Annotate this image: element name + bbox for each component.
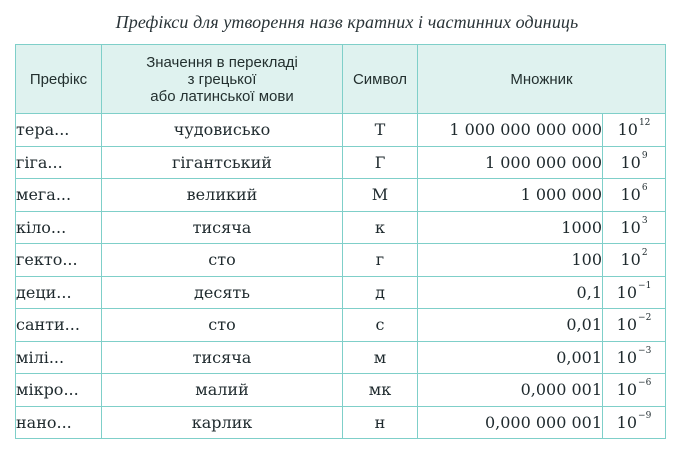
table-row [16, 114, 666, 147]
symbol-cell: д [343, 276, 418, 309]
header-meaning-line-1: Значення в перекладі [146, 53, 298, 71]
meaning-cell: чудовисько [102, 114, 343, 147]
table-row [16, 341, 666, 374]
prefix-cell: гіга... [16, 146, 102, 179]
meaning-cell: сто [102, 309, 343, 342]
power-base: 10 [620, 217, 641, 237]
meaning-cell: тисяча [102, 341, 343, 374]
meaning-cell: сто [102, 244, 343, 277]
symbol-cell: н [343, 406, 418, 439]
multiplier-cell: 1 000 000 000 000 [418, 114, 603, 147]
meaning-cell: десять [102, 276, 343, 309]
power-exponent: 9 [641, 150, 648, 161]
power-cell [603, 341, 666, 374]
power-base: 10 [620, 185, 641, 205]
table-row [16, 276, 666, 309]
table-row [16, 211, 666, 244]
power-base: 10 [616, 412, 638, 432]
prefix-cell: гекто... [16, 244, 102, 277]
table-row [16, 244, 666, 277]
header-row [16, 45, 666, 114]
power-base: 10 [620, 250, 641, 270]
power-cell [603, 374, 666, 407]
prefix-cell: нано... [16, 406, 102, 439]
table-row [16, 179, 666, 212]
symbol-cell: с [343, 309, 418, 342]
meaning-cell: тисяча [102, 211, 343, 244]
meaning-cell: великий [102, 179, 343, 212]
symbol-cell: г [343, 244, 418, 277]
table-row [16, 374, 666, 407]
header-prefix: Префікс [16, 45, 102, 114]
table-row [16, 146, 666, 179]
meaning-cell: малий [102, 374, 343, 407]
power-cell [603, 211, 666, 244]
prefix-cell: санти... [16, 309, 102, 342]
prefix-cell: деци... [16, 276, 102, 309]
power-exponent: 12 [638, 118, 651, 129]
table-row [16, 309, 666, 342]
multiplier-cell: 1000 [418, 211, 603, 244]
power-cell [603, 179, 666, 212]
table-caption: Префікси для утворення назв кратних і частинних одиниць [115, 12, 579, 32]
prefix-cell: тера... [16, 114, 102, 147]
table-row [16, 406, 666, 439]
multiplier-cell: 1 000 000 [418, 179, 603, 212]
meaning-cell: гігантський [102, 146, 343, 179]
meaning-cell: карлик [102, 406, 343, 439]
header-multiplier: Множник [418, 45, 666, 114]
symbol-cell: М [343, 179, 418, 212]
multiplier-cell: 100 [418, 244, 603, 277]
power-cell [603, 114, 666, 147]
power-cell [603, 406, 666, 439]
header-meaning-line-2: з грецької [187, 70, 257, 88]
header-symbol: Символ [343, 45, 418, 114]
header-meaning-line-3: або латинської мови [150, 87, 294, 105]
power-exponent: 3 [641, 215, 648, 226]
power-base: 10 [616, 380, 638, 400]
power-exponent: −6 [638, 378, 652, 389]
power-exponent: −9 [638, 410, 652, 421]
header-meaning [102, 45, 343, 114]
prefix-table [15, 44, 666, 439]
multiplier-cell: 0,1 [418, 276, 603, 309]
power-exponent: −3 [638, 345, 652, 356]
power-base: 10 [616, 347, 638, 367]
prefix-cell: мега... [16, 179, 102, 212]
power-base: 10 [616, 315, 638, 335]
power-cell [603, 244, 666, 277]
multiplier-cell: 1 000 000 000 [418, 146, 603, 179]
multiplier-cell: 0,01 [418, 309, 603, 342]
table-body [16, 114, 666, 439]
symbol-cell: м [343, 341, 418, 374]
symbol-cell: мк [343, 374, 418, 407]
power-base: 10 [617, 120, 638, 140]
power-base: 10 [616, 282, 638, 302]
multiplier-cell: 0,000 001 [418, 374, 603, 407]
power-cell [603, 309, 666, 342]
power-cell [603, 146, 666, 179]
power-exponent: 6 [641, 183, 648, 194]
symbol-cell: к [343, 211, 418, 244]
prefix-cell: кіло... [16, 211, 102, 244]
symbol-cell: Г [343, 146, 418, 179]
power-base: 10 [620, 152, 641, 172]
symbol-cell: Т [343, 114, 418, 147]
multiplier-cell: 0,001 [418, 341, 603, 374]
power-exponent: −2 [638, 313, 652, 324]
prefix-cell: мілі... [16, 341, 102, 374]
power-exponent: −1 [638, 280, 652, 291]
prefix-cell: мікро... [16, 374, 102, 407]
power-cell [603, 276, 666, 309]
power-exponent: 2 [641, 248, 648, 259]
multiplier-cell: 0,000 000 001 [418, 406, 603, 439]
